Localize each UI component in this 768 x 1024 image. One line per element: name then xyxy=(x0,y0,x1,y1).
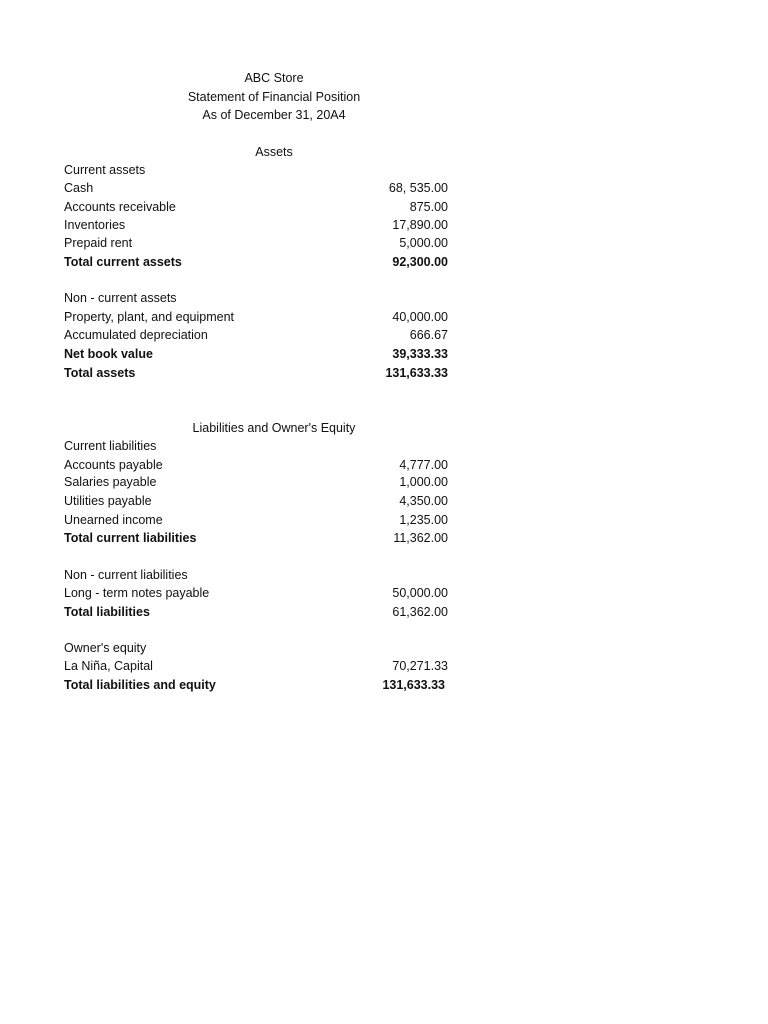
row-amount: 1,000.00 xyxy=(399,475,448,489)
asset-row-accumulated-depreciation xyxy=(64,326,448,344)
liability-row-utilities-payable xyxy=(64,492,448,510)
row-amount: 666.67 xyxy=(409,328,448,342)
assets-section-title: Assets xyxy=(255,145,293,159)
row-label: Accounts receivable xyxy=(64,200,176,214)
statement-title: Statement of Financial Position xyxy=(187,90,361,104)
row-amount: 875.00 xyxy=(409,200,448,214)
row-amount: 4,350.00 xyxy=(399,494,448,508)
asset-row-ppe xyxy=(64,308,448,326)
row-label: Long - term notes payable xyxy=(64,586,210,600)
statement-date: As of December 31, 20A4 xyxy=(202,108,346,122)
noncurrent-assets-heading: Non - current assets xyxy=(64,291,177,305)
row-amount: 4,777.00 xyxy=(399,458,448,472)
equity-row-capital xyxy=(64,657,448,675)
total-liabilities-row xyxy=(64,603,448,621)
company-name: ABC Store xyxy=(244,71,304,85)
liabilities-equity-section-title: Liabilities and Owner's Equity xyxy=(192,421,356,435)
liability-row-salaries-payable xyxy=(64,473,448,491)
owners-equity-heading: Owner's equity xyxy=(64,641,147,655)
row-label: Total assets xyxy=(64,366,136,380)
row-label: Accounts payable xyxy=(64,458,163,472)
noncurrent-liabilities-heading: Non - current liabilities xyxy=(64,568,188,582)
row-amount: 50,000.00 xyxy=(392,586,448,600)
row-amount: 131,633.33 xyxy=(385,366,448,380)
row-amount: 70,271.33 xyxy=(392,659,448,673)
liability-row-long-term-notes xyxy=(64,584,448,602)
row-amount: 5,000.00 xyxy=(399,236,448,250)
row-amount: 131,633.33 xyxy=(382,678,445,692)
total-assets-row xyxy=(64,364,448,382)
row-amount: 17,890.00 xyxy=(392,218,448,232)
row-amount: 92,300.00 xyxy=(392,255,448,269)
asset-row-inventories xyxy=(64,216,448,234)
row-amount: 61,362.00 xyxy=(392,605,448,619)
row-label: Salaries payable xyxy=(64,475,157,489)
row-label: Cash xyxy=(64,181,94,195)
asset-row-cash xyxy=(64,179,448,197)
row-label: Total liabilities and equity xyxy=(64,678,216,692)
net-book-value-row xyxy=(64,345,448,363)
row-label: La Niña, Capital xyxy=(64,659,153,673)
total-current-liabilities-row xyxy=(64,529,448,547)
row-amount: 39,333.33 xyxy=(392,347,448,361)
total-current-assets-row xyxy=(64,253,448,271)
row-label: Total current liabilities xyxy=(64,531,197,545)
row-label: Accumulated depreciation xyxy=(64,328,208,342)
row-label: Prepaid rent xyxy=(64,236,133,250)
liability-row-unearned-income xyxy=(64,511,448,529)
row-amount: 11,362.00 xyxy=(393,531,448,545)
row-amount: 1,235.00 xyxy=(399,513,448,527)
total-liabilities-equity-row xyxy=(64,676,448,694)
row-amount: 40,000.00 xyxy=(392,310,448,324)
current-liabilities-heading: Current liabilities xyxy=(64,439,157,453)
row-label: Inventories xyxy=(64,218,126,232)
row-label: Unearned income xyxy=(64,513,163,527)
row-label: Utilities payable xyxy=(64,494,152,508)
asset-row-prepaid-rent xyxy=(64,234,448,252)
current-assets-heading: Current assets xyxy=(64,163,146,177)
row-amount: 68, 535.00 xyxy=(388,181,448,195)
asset-row-accounts-receivable xyxy=(64,198,448,216)
row-label: Total liabilities xyxy=(64,605,150,619)
row-label: Net book value xyxy=(64,347,153,361)
row-label: Total current assets xyxy=(64,255,182,269)
row-label: Property, plant, and equipment xyxy=(64,310,235,324)
liability-row-accounts-payable xyxy=(64,456,448,474)
